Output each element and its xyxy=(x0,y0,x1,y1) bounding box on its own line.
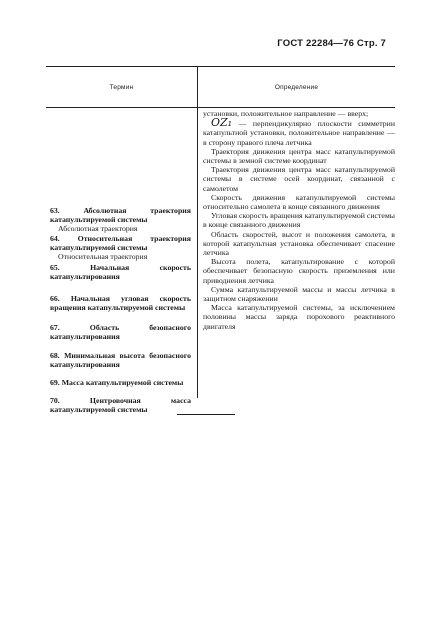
column-header-definition: Определение xyxy=(197,67,395,107)
definition-70: Масса катапультируемой системы, за исключением половины массы заряда порохового реактивного двигателя xyxy=(203,303,395,331)
definition-63: Траектория движения центра масс катапультируемой системы в земной системе координат xyxy=(203,146,395,166)
oz-axis-text: — перпендикулярно плоскости симметрии катапультной установки, положительное направление — в сторону правого плеча летчика xyxy=(203,119,395,147)
term-name: 70. Центровочная масса катапультируемой системы xyxy=(50,396,191,415)
definition-67: Область скоростей, высот и положения самолета, в которой катапультная установка обеспечивает спасение летчика xyxy=(203,229,395,258)
term-name: 64. Относительная траектория катапультируемой системы xyxy=(50,234,191,253)
term-name: 67. Область безопасного катапультирования xyxy=(50,323,191,342)
oz-axis-symbol: OZ₁ xyxy=(211,116,233,130)
table-header-row xyxy=(46,67,395,108)
term-name: 63. Абсолютная траектория катапультируемой системы xyxy=(50,206,191,225)
table-body xyxy=(46,108,395,415)
term-name: 66. Начальная угловая скорость вращения катапультируемой системы xyxy=(50,294,191,313)
definition-66: Угловая скорость вращения катапультируемой системы в конце связанного движения xyxy=(203,211,395,230)
term-70 xyxy=(50,396,191,414)
term-column xyxy=(46,108,197,415)
term-66 xyxy=(50,294,191,312)
term-64 xyxy=(50,234,191,262)
terms-table xyxy=(46,66,395,415)
term-synonym: Относительная траектория xyxy=(58,252,148,262)
term-67 xyxy=(50,323,191,341)
term-65 xyxy=(50,263,191,281)
term-68 xyxy=(50,351,191,369)
term-63 xyxy=(50,206,191,234)
term-name: 68. Минимальная высота безопасного катапультирования xyxy=(50,351,191,370)
page-header: ГОСТ 22284—76 Стр. 7 xyxy=(277,38,386,49)
definition-column xyxy=(197,108,395,398)
definition-oz-axis xyxy=(203,118,395,147)
definition-68: Высота полета, катапультирование с которой обеспечивает безопасную скорость приземления или приводнения летчика xyxy=(203,257,395,285)
definition-continuation: установки, положительное направление — вверх; xyxy=(203,109,369,118)
column-header-term: Термин xyxy=(109,83,134,91)
term-synonym: Абсолютная траектория xyxy=(58,224,138,234)
term-name: 69. Масса катапультируемой системы xyxy=(50,378,184,387)
term-name: 65. Начальная скорость катапультирования xyxy=(50,263,191,282)
definition-69: Сумма катапультируемой массы и массы летчика в защитном снаряжении xyxy=(203,284,395,304)
end-rule xyxy=(177,414,235,415)
definition-65: Скорость движения катапультируемой системы относительно самолета в конце связанного движения xyxy=(203,192,395,212)
definition-64: Траектория движения центра масс катапультируемой системы в системе осей координат, связанной с самолетом xyxy=(203,165,395,193)
term-69 xyxy=(50,378,191,387)
